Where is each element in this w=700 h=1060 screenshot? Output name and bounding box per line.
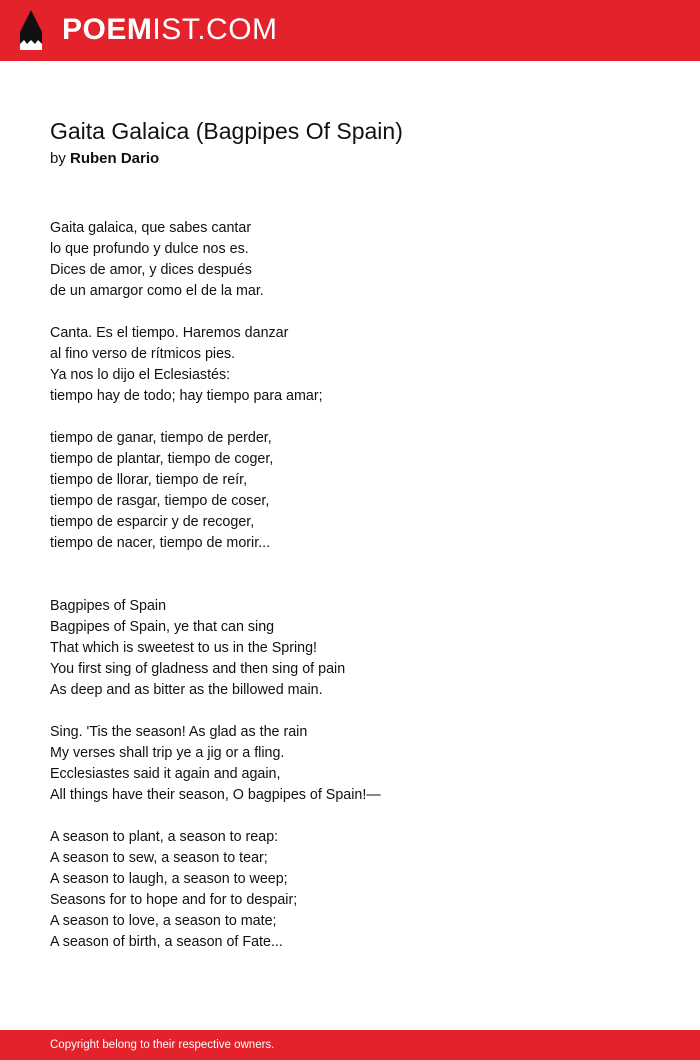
poem-line: A season to laugh, a season to weep; xyxy=(50,871,288,887)
stanza xyxy=(50,596,650,701)
poem-line: Gaita galaica, que sabes cantar xyxy=(50,220,252,236)
pencil-tip-icon[interactable] xyxy=(18,10,44,52)
author-name: Ruben Dario xyxy=(70,150,160,167)
poem-line: Sing. 'Tis the season! As glad as the rain xyxy=(50,724,308,740)
poem-line: tiempo hay de todo; hay tiempo para amar; xyxy=(50,388,323,404)
poem-line: tiempo de rasgar, tiempo de coser, xyxy=(50,493,270,509)
poem-line: Bagpipes of Spain, ye that can sing xyxy=(50,619,275,635)
poem-line: A season to love, a season to mate; xyxy=(50,913,277,929)
poem-line: Bagpipes of Spain xyxy=(50,598,167,614)
poem-line: tiempo de ganar, tiempo de perder, xyxy=(50,430,272,446)
logo-text-bold: POEM xyxy=(62,13,153,46)
stanza xyxy=(50,428,650,554)
site-header xyxy=(0,0,700,61)
site-footer xyxy=(0,1030,700,1060)
poem-line: al fino verso de rítmicos pies. xyxy=(50,346,236,362)
poem-body xyxy=(50,218,650,974)
copyright-text: Copyright belong to their respective owners. xyxy=(50,1039,275,1051)
poem-line: That which is sweetest to us in the Spring! xyxy=(50,640,318,656)
poem-line: All things have their season, O bagpipes of Spain!— xyxy=(50,787,381,803)
poem-title: Gaita Galaica (Bagpipes Of Spain) xyxy=(50,118,403,144)
poem-line: tiempo de llorar, tiempo de reír, xyxy=(50,472,248,488)
site-logo[interactable] xyxy=(62,12,278,48)
by-label: by xyxy=(50,150,66,167)
poem-line: As deep and as bitter as the billowed main. xyxy=(50,682,323,698)
poem-line: de un amargor como el de la mar. xyxy=(50,283,264,299)
poem-line: tiempo de plantar, tiempo de coger, xyxy=(50,451,274,467)
poem-line: You first sing of gladness and then sing of pain xyxy=(50,661,346,677)
poem-line: Ya nos lo dijo el Eclesiastés: xyxy=(50,367,231,383)
poem-line: A season to plant, a season to reap: xyxy=(50,829,279,845)
poem-line: Ecclesiastes said it again and again, xyxy=(50,766,281,782)
poem-byline xyxy=(50,148,159,170)
poem-line: A season to sew, a season to tear; xyxy=(50,850,268,866)
poem-line: tiempo de esparcir y de recoger, xyxy=(50,514,255,530)
stanza xyxy=(50,323,650,407)
logo-text-light: IST.COM xyxy=(152,13,278,46)
poem-line: Canta. Es el tiempo. Haremos danzar xyxy=(50,325,289,341)
poem-line: A season of birth, a season of Fate... xyxy=(50,934,283,950)
poem-line: My verses shall trip ye a jig or a fling. xyxy=(50,745,285,761)
stanza xyxy=(50,827,650,953)
poem-line: tiempo de nacer, tiempo de morir... xyxy=(50,535,271,551)
poem-line: lo que profundo y dulce nos es. xyxy=(50,241,249,257)
poem-line: Dices de amor, y dices después xyxy=(50,262,252,278)
poem-line: Seasons for to hope and for to despair; xyxy=(50,892,298,908)
stanza xyxy=(50,722,650,806)
stanza xyxy=(50,218,650,302)
